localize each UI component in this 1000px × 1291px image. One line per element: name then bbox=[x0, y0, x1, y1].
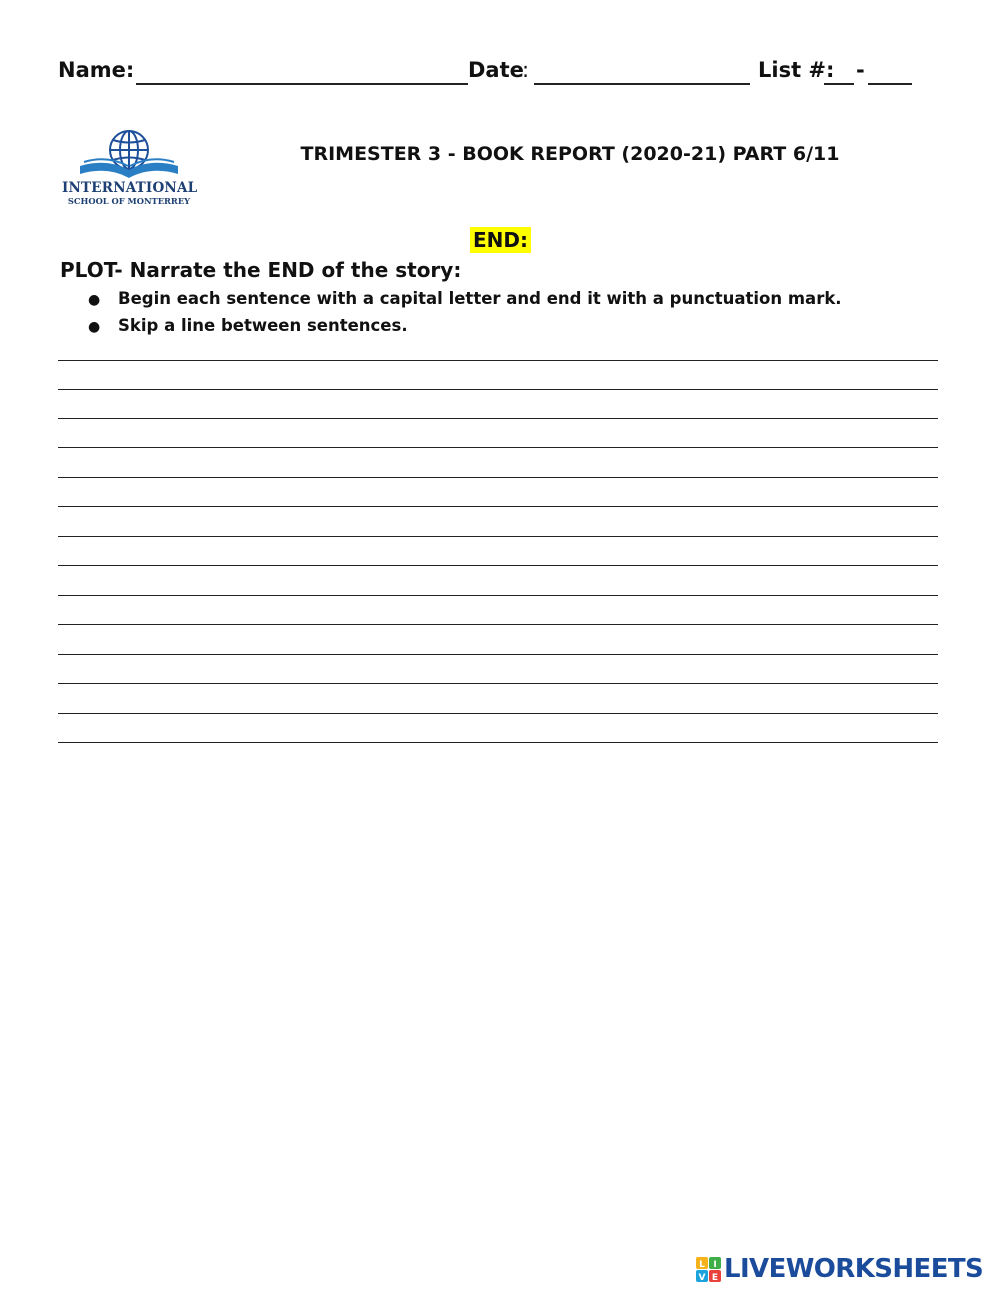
list-label: List #: bbox=[758, 58, 835, 82]
instruction-item bbox=[88, 313, 842, 340]
bullet-icon: ● bbox=[88, 319, 101, 335]
instructions-list bbox=[88, 286, 842, 340]
liveworksheets-logo-icon bbox=[696, 1257, 722, 1283]
logo-letter: I bbox=[713, 1260, 717, 1270]
name-label: Name: bbox=[58, 58, 135, 82]
writing-line[interactable] bbox=[58, 447, 938, 448]
instruction-text: Begin each sentence with a capital letter and end it with a punctuation mark. bbox=[118, 289, 842, 308]
writing-line[interactable] bbox=[58, 654, 938, 655]
section-label-end: END: bbox=[470, 227, 531, 253]
writing-line[interactable] bbox=[58, 595, 938, 596]
date-field[interactable] bbox=[534, 83, 750, 85]
writing-line[interactable] bbox=[58, 536, 938, 537]
logo-letter: L bbox=[699, 1260, 705, 1270]
watermark-text: LIVEWORKSHEETS bbox=[724, 1254, 984, 1284]
writing-line[interactable] bbox=[58, 683, 938, 684]
date-label: Date bbox=[468, 58, 524, 82]
logo-letter: V bbox=[698, 1273, 706, 1283]
writing-line[interactable] bbox=[58, 713, 938, 714]
logo-letter: E bbox=[711, 1273, 719, 1283]
logo-line-1: INTERNATIONAL bbox=[62, 180, 198, 196]
bullet-icon: ● bbox=[88, 292, 101, 308]
writing-line[interactable] bbox=[58, 360, 938, 361]
writing-line[interactable] bbox=[58, 506, 938, 507]
page-title: TRIMESTER 3 - BOOK REPORT (2020-21) PART 6/11 bbox=[300, 143, 840, 165]
list-field-2[interactable] bbox=[868, 83, 912, 85]
writing-line[interactable] bbox=[58, 624, 938, 625]
liveworksheets-watermark bbox=[696, 1254, 996, 1284]
list-separator: - bbox=[856, 58, 865, 82]
logo-line-2: SCHOOL OF MONTERREY bbox=[67, 196, 191, 206]
globe-book-icon bbox=[62, 128, 196, 180]
list-field-1[interactable] bbox=[824, 83, 854, 85]
writing-line[interactable] bbox=[58, 565, 938, 566]
writing-line[interactable] bbox=[58, 742, 938, 743]
plot-heading: PLOT- Narrate the END of the story: bbox=[60, 258, 462, 282]
name-field[interactable] bbox=[136, 83, 468, 85]
header-row bbox=[58, 58, 938, 90]
writing-line[interactable] bbox=[58, 418, 938, 419]
school-logo bbox=[62, 128, 196, 210]
writing-line[interactable] bbox=[58, 477, 938, 478]
date-colon: : bbox=[522, 58, 530, 82]
writing-line[interactable] bbox=[58, 389, 938, 390]
instruction-text: Skip a line between sentences. bbox=[118, 316, 408, 335]
instruction-item bbox=[88, 286, 842, 313]
